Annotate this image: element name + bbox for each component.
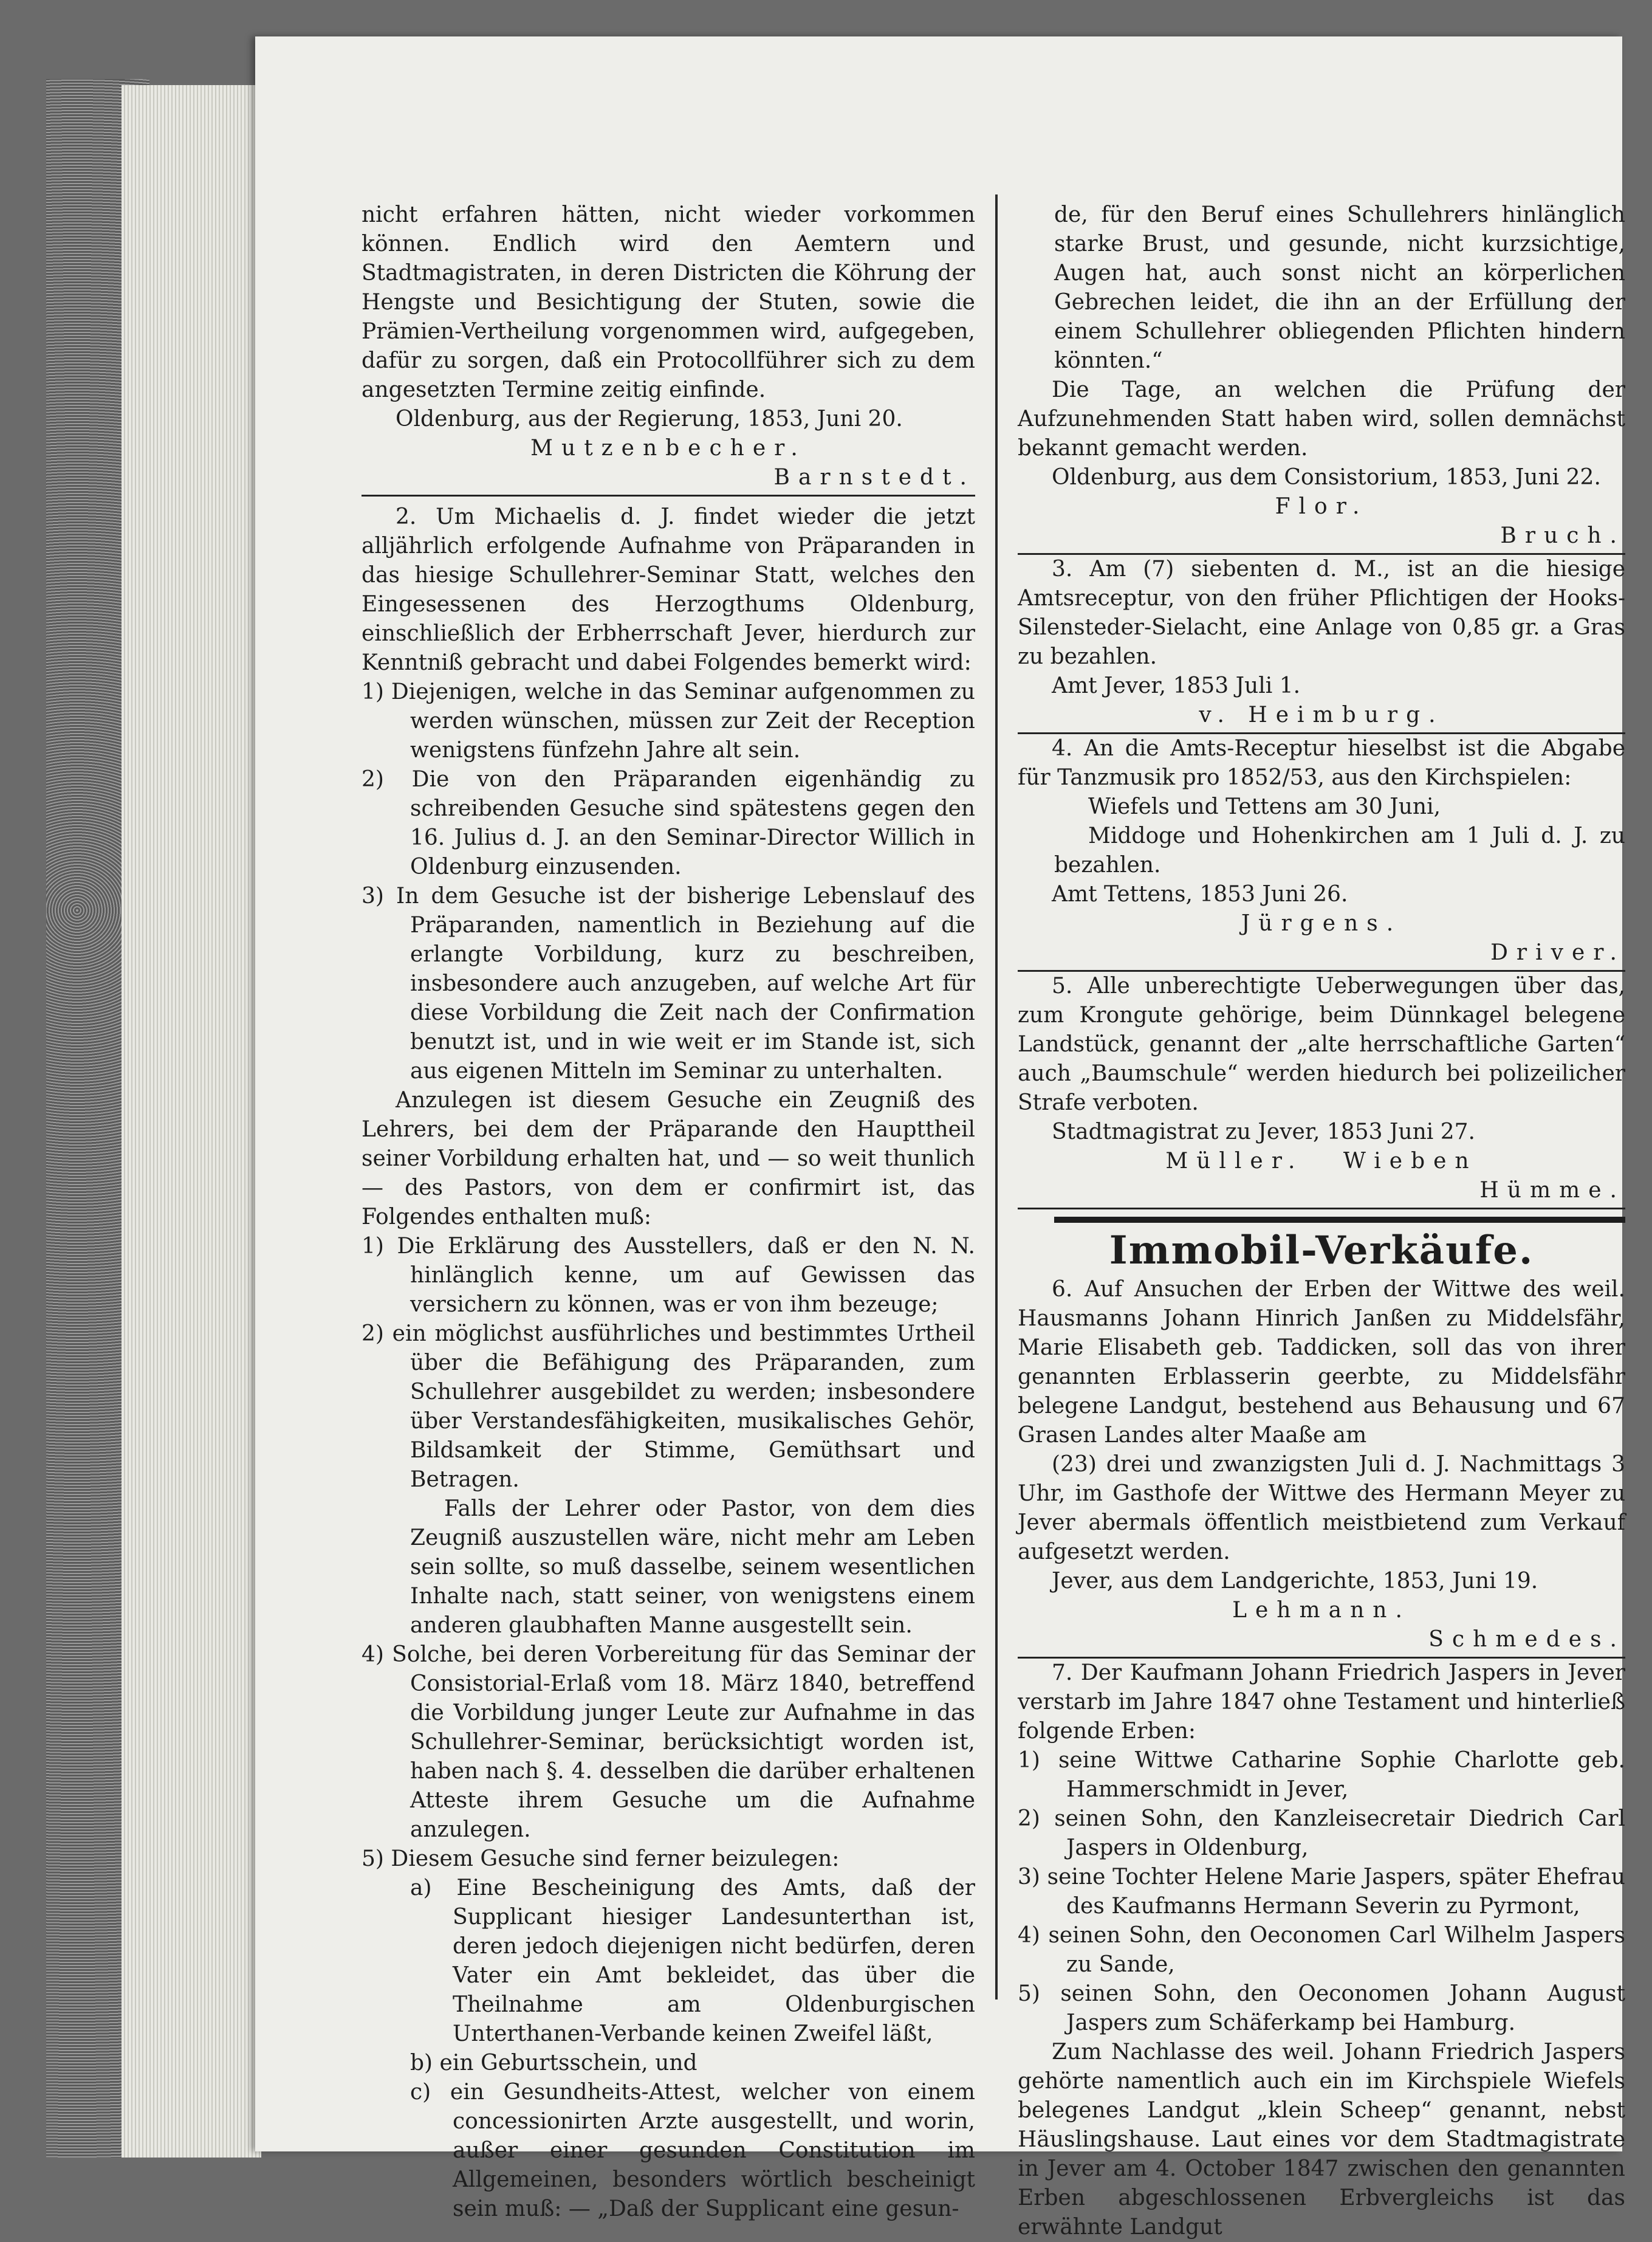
signature <box>1018 1147 1625 1176</box>
column-divider <box>995 194 998 2000</box>
paragraph: Anzulegen ist diesem Gesuche ein Zeugniß des Lehrers, bei dem der Präparande den Haupttheil seiner Vorbildung erhalten hat, und — so weit thunlich — des Pastors, von dem er confirmirt ist, das Folgendes enthalten muß: <box>362 1088 975 1229</box>
signature: Barnstedt. <box>362 463 975 497</box>
list-item: 3) seine Tochter Helene Marie Jaspers, später Ehefrau des Kaufmanns Hermann Severin zu Pyrmont, <box>1018 1865 1625 1919</box>
paragraph: 6. Auf Ansuchen der Erben der Wittwe des weil. Hausmanns Johann Hinrich Janßen zu Middelsfähr, Marie Elisabeth geb. Taddicken, soll das von ihrer genannten Erblasserin geerbte, zu Middelsfähr belegene Landgut, bestehend aus Behausung und 67 Grasen Landes alter Maaße am <box>1018 1277 1625 1448</box>
list-item: 2) Die von den Präparanden eigenhändig zu schreibenden Gesuche sind spätestens gegen den 16. Julius d. J. an den Seminar-Director Willich in Oldenburg einzusenden. <box>362 767 975 879</box>
signature: Mutzenbecher. <box>530 436 806 461</box>
list-item: 4) seinen Sohn, den Oeconomen Carl Wilhelm Jaspers zu Sande, <box>1018 1923 1625 1977</box>
paragraph: Die Tage, an welchen die Prüfung der Aufzunehmenden Statt haben wird, sollen demnächst bekannt gemacht werden. <box>1018 377 1625 461</box>
dateline: Jever, aus dem Landgerichte, 1853, Juni 19. <box>1052 1569 1538 1594</box>
paragraph: nicht erfahren hätten, nicht wieder vorkommen können. Endlich wird den Aemtern und Stadtmagistraten, in deren Districten die Köhrung der Hengste und Besichtigung der Stuten, sowie die Prämien-Vertheilung vorgenommen wird, aufgegeben, dafür zu sorgen, daß ein Protocollführer sich zu dem angesetzten Termine zeitig einfinde. <box>362 202 975 402</box>
dateline: Stadtmagistrat zu Jever, 1853 Juni 27. <box>1052 1119 1475 1144</box>
signature: Hümme. <box>1018 1176 1625 1209</box>
paragraph: 4. An die Amts-Receptur hieselbst ist die Abgabe für Tanzmusik pro 1852/53, aus den Kirchspielen: <box>1018 736 1625 790</box>
paragraph: (23) drei und zwanzigsten Juli d. J. Nachmittags 3 Uhr, im Gasthofe der Wittwe des Hermann Meyer zu Jever abermals öffentlich meistbietend zum Verkauf aufgesetzt werden. <box>1018 1452 1625 1564</box>
paragraph: 2. Um Michaelis d. J. findet wieder die jetzt alljährlich erfolgende Aufnahme von Präparanden in das hiesige Schullehrer-Seminar Statt, welches den Eingesessenen des Herzogthums Oldenburg, einschließlich der Erbherrschaft Jever, hierdurch zur Kenntniß gebracht und dabei Folgendes bemerkt wird: <box>362 504 975 675</box>
section-heading: Immobil-Verkäufe. <box>1109 1228 1534 1273</box>
page-stack <box>122 85 261 2158</box>
list-item: 1) seine Wittwe Catharine Sophie Charlotte geb. Hammerschmidt in Jever, <box>1018 1748 1625 1802</box>
signature-name: Wieben <box>1343 1149 1478 1174</box>
dateline: Amt Jever, 1853 Juli 1. <box>1052 673 1301 698</box>
sub-item: b) ein Geburtsschein, und <box>410 2051 697 2075</box>
paragraph: Zum Nachlasse des weil. Johann Friedrich Jaspers gehörte namentlich auch ein im Kirchspiele Wiefels belegenes Landgut „klein Scheep“ genannt, nebst Häuslingshause. Laut eines vor dem Stadtmagistrate in Jever am 4. October 1847 zwischen den genannten Erben abgeschlossenen Erbvergleichs ist das erwähnte Landgut <box>1018 2040 1625 2240</box>
sub-item: a) Eine Bescheinigung des Amts, daß der Supplicant hiesiger Landesunterthan ist, deren jedoch diejenigen nicht bedürfen, deren Vater ein Amt bekleidet, das über die Theilnahme am Oldenburgischen Unterthanen-Verbande keinen Zweifel läßt, <box>410 1876 975 2046</box>
dateline: Oldenburg, aus dem Consistorium, 1853, Juni 22. <box>1052 465 1601 490</box>
book-page <box>255 36 1625 2240</box>
heading-rule <box>1054 1217 1625 1223</box>
signature: v. Heimburg. <box>1018 701 1625 734</box>
signature: Flor. <box>1275 494 1368 519</box>
right-column <box>1018 201 1625 2242</box>
dateline: Amt Tettens, 1853 Juni 26. <box>1052 882 1348 907</box>
list-item: Middoge und Hohenkirchen am 1 Juli d. J. zu bezahlen. <box>1054 824 1625 878</box>
left-column <box>362 201 975 2224</box>
list-item: 3) In dem Gesuche ist der bisherige Lebenslauf des Präparanden, namentlich in Beziehung auf die erlangte Vorbildung, kurz zu beschreiben, insbesondere auch anzugeben, auf welche Art für diese Vorbildung die Zeit nach der Confirmation benutzt ist, und in wie weit er im Stande ist, sich aus eigenen Mitteln im Seminar zu unterhalten. <box>362 884 975 1084</box>
signature: Schmedes. <box>1018 1625 1625 1659</box>
list-item: 5) Diesem Gesuche sind ferner beizulegen: <box>362 1846 840 1871</box>
list-item: 2) ein möglichst ausführliches und bestimmtes Urtheil über die Befähigung des Präparanden, zum Schullehrer ausgebildet zu werden; insbesondere über Verstandesfähigkeiten, musikalisches Gehör, Bildsamkeit der Stimme, Gemüthsart und Betragen. <box>362 1321 975 1492</box>
sub-item: c) ein Gesundheits-Attest, welcher von einem concessionirten Arzte ausgestellt, und worin, außer einer gesunden Constitution im Allgemeinen, besonders wörtlich bescheinigt sein muß: — „Daß der Supplicant eine gesun- <box>410 2080 975 2221</box>
signature: Driver. <box>1018 938 1625 972</box>
dateline: Oldenburg, aus der Regierung, 1853, Juni 20. <box>396 407 903 432</box>
signature-name: Müller. <box>1165 1149 1304 1174</box>
signature: Jürgens. <box>1241 911 1402 936</box>
paragraph: 5. Alle unberechtigte Ueberwegungen über das, zum Krongute gehörige, beim Dünnkagel belegene Landstück, genannt der „alte herrschaftliche Garten“ auch „Baumschule“ werden hiedurch bei polizeilicher Strafe verboten. <box>1018 974 1625 1115</box>
paragraph: 3. Am (7) siebenten d. M., ist an die hiesige Amtsreceptur, von den früher Pflichtigen der Hooks-Silensteder-Sielacht, eine Anlage von 0,85 gr. a Gras zu bezahlen. <box>1018 557 1625 669</box>
signature: Lehmann. <box>1232 1598 1411 1623</box>
list-item: Wiefels und Tettens am 30 Juni, <box>1088 794 1441 819</box>
paragraph: Falls der Lehrer oder Pastor, von dem dies Zeugniß auszustellen wäre, nicht mehr am Leben sein sollte, so muß dasselbe, seinem wesentlichen Inhalte nach, statt seiner, von wenigstens einem anderen glaubhaften Manne ausgestellt sein. <box>410 1496 975 1638</box>
list-item: 1) Diejenigen, welche in das Seminar aufgenommen zu werden wünschen, müssen zur Zeit der Reception wenigstens fünfzehn Jahre alt sein. <box>362 679 975 763</box>
signature: Bruch. <box>1018 521 1625 555</box>
list-item: 4) Solche, bei deren Vorbereitung für das Seminar der Consistorial-Erlaß vom 18. März 1840, betreffend die Vorbildung junger Leute zur Aufnahme in das Schullehrer-Seminar, berücksichtigt worden ist, haben nach §. 4. desselben die darüber erhaltenen Atteste ihrem Gesuche um die Aufnahme anzulegen. <box>362 1642 975 1842</box>
list-item: 2) seinen Sohn, den Kanzleisecretair Diedrich Carl Jaspers in Oldenburg, <box>1018 1806 1625 1860</box>
paragraph: 7. Der Kaufmann Johann Friedrich Jaspers in Jever verstarb im Jahre 1847 ohne Testament und hinterließ folgende Erben: <box>1018 1660 1625 1744</box>
paragraph: de, für den Beruf eines Schullehrers hinlänglich starke Brust, und gesunde, nicht kurzsichtige, Augen hat, auch sonst nicht an körperlichen Gebrechen leidet, die ihn an der Erfüllung der einem Schullehrer obliegenden Pflichten hindern könnten.“ <box>1054 202 1625 373</box>
list-item: 1) Die Erklärung des Ausstellers, daß er den N. N. hinlänglich kenne, um auf Gewissen das versichern zu können, was er von ihm bezeuge; <box>362 1234 975 1317</box>
list-item: 5) seinen Sohn, den Oeconomen Johann August Jaspers zum Schäferkamp bei Hamburg. <box>1018 1981 1625 2035</box>
